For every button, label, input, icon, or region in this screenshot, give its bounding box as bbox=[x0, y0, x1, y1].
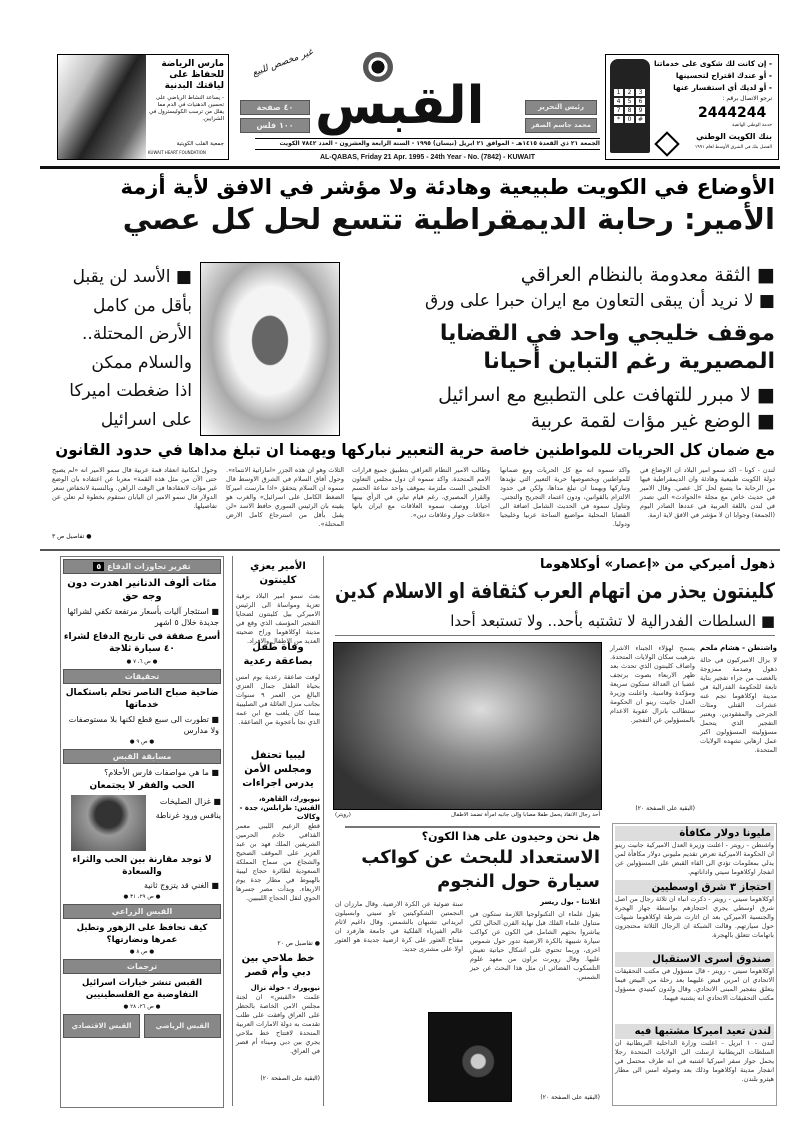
key: 2 bbox=[625, 89, 634, 96]
page-ref: ● ص ٦، ٧ ● bbox=[126, 659, 158, 665]
sidebar-bullet: ■ تطورت الى سبع قطع لكنها بلا مستوصفات ولا مدارس bbox=[65, 714, 219, 736]
sidebar-headline: لا توجد مقارنة بين الحب والثراء والسعادة bbox=[72, 855, 212, 877]
editor-name: محمد جاسم الصقر bbox=[525, 118, 597, 133]
sidebar-box-agriculture: القبس الزراعي bbox=[63, 904, 221, 919]
lead-column: الثلاث وهو ان هذه الجزر «اماراتية الانتماء». وحول آفاق السلام في الشرق الاوسط قال سموه ان السلام يتحقق «اذا مارست اميركا الضغط الكامل على اسرائيل» والغرب هو يقينه بان الرئيس السوري حافظ الاسد «لن يقبل بأقل من استرجاع كامل الارض المحتلة». bbox=[226, 466, 344, 528]
continued-ref: (البقية على الصفحة ٢٠) bbox=[540, 1094, 600, 1101]
brief-headline: وفاة طفل بصاعقة رعدية bbox=[243, 642, 313, 667]
ad-left-org: جمعية القلب الكويتية bbox=[176, 141, 224, 147]
english-date-line: AL-QABAS, Friday 21 Apr. 1995 - 24th Year - No. (7842) - KUWAIT bbox=[319, 154, 536, 161]
quote-line: الأرض المحتلة.. bbox=[82, 324, 192, 344]
page-ref: ● ص ٨ ● bbox=[129, 949, 155, 955]
sidebar-bullet: ■ الغني قد يتزوج ثانية bbox=[65, 880, 219, 891]
arabic-date-line: الجمعة ٢١ ذي القعدة ١٤١٥هـ - الموافق ٢١ ابريل (نيسان) ١٩٩٥ - السنة الرابعة والعشرون - العدد ٧٨٤٢ الكويت bbox=[255, 138, 600, 150]
middle-column bbox=[232, 556, 324, 1106]
sidebar-headline: القبس تنشر خيارات اسرائيل التفاوضية مع الفلسطينيين bbox=[81, 978, 203, 1000]
sidebar-headline: ضاحية صباح الناصر تحلم باستكمال خدماتها bbox=[65, 688, 219, 710]
clinton-bullet-rule bbox=[335, 635, 775, 636]
sidebar-headline: كيف تحافظ على الزهور وتطيل عمرها ونضارتها؟ bbox=[76, 923, 208, 945]
key: 8 bbox=[625, 107, 634, 114]
clinton-headline: كلينتون يحذر من اتهام العرب كثقافة او الاسلام كدين bbox=[335, 579, 775, 603]
lead-column: وطالب الامير النظام العراقي بتطبيق جميع قرارات الامم المتحدة. واكد سموه ان دول مجلس التعاون الخليجي الست ملتزمة بموقف واحد ساعة الحسم والقرار المصيري، رغم قيام تباين في الرأي بينها احيانا. ووصف سموه العلاقات مع ايران بانها «علاقات جوار وعلاقات دين». bbox=[352, 466, 490, 519]
lead-bullet: ■ الثقة معدومة بالنظام العراقي bbox=[348, 262, 775, 288]
not-for-sale-label: غير مخصص للبيع bbox=[251, 47, 315, 79]
space-headline: الاستعداد للبحث عن كواكب bbox=[361, 847, 600, 868]
quote-line: بأقل من كامل bbox=[92, 295, 192, 316]
brief-body: واشنطن - رويتر - اعلنت وزيرة العدل الاميركية جانيت رينو ان الحكومة الاميركية تعرض تقديم مليوني دولار مكافأة لمن يدلي بمعلومات تؤدي الى القاء القبض على المسؤولين عن انفجار اوكلاهوما سيتي واداناتهم. bbox=[615, 841, 774, 876]
ad-right-call: نرجو الاتصال برقم : bbox=[722, 95, 772, 102]
ad-right-bank: بنك الكويت الوطني bbox=[696, 132, 772, 141]
quote-line: ■ الأسد لن يقبل bbox=[72, 267, 192, 287]
runner-image bbox=[58, 55, 146, 159]
logo: القبس bbox=[315, 76, 485, 136]
space-byline: اتلانتا - بول ريسر bbox=[540, 898, 600, 906]
photo-caption: أحد رجال الانقاذ يحمل طفلا مصابا وإلى جانبه امرأة تضمد الاطفال bbox=[450, 812, 600, 818]
sidebar-box-sports: القبس الرياضي bbox=[144, 1014, 221, 1038]
quote-line: اذا ضغطت اميركا bbox=[69, 381, 192, 401]
pages-count: ٤٠ صفحة bbox=[240, 100, 310, 115]
brief-headline: خط ملاحي بين دبي وأم قصر bbox=[241, 953, 315, 978]
quote-line: على اسرائيل bbox=[100, 409, 192, 430]
sidebar-headline: الحب والفقر لا يجتمعان bbox=[89, 781, 195, 791]
brief-title: احتجاز ٣ شرق اوسطيين bbox=[615, 880, 774, 895]
box-label: تقرير تجاوزات الدفاع bbox=[107, 562, 191, 571]
brief-body: قطع الزعيم الليبي معمر القذافي خادم الحرمين الشريفين الملك فهد بن عبد العزيز على الموقف الصحيح والشجاع من سماح المملكة السعودية لطائرة حجاج ليبية بالهبوط في مطار جدة يوم الاربعاء. وبدأت مصر جسرها الجوي لنقل الحجاج الليبيين. bbox=[236, 822, 320, 902]
key: 7 bbox=[614, 107, 623, 114]
brief-title: صندوق أسرى الاستقبال bbox=[615, 952, 774, 967]
continued-ref: (البقية على الصفحة ٢٠) bbox=[635, 805, 695, 812]
clinton-byline: واشنطن - هشام ملحم bbox=[700, 644, 777, 652]
clinton-bullet: ■ السلطات الفدرالية لا تشتبه بأحد.. ولا تستبعد أحدا bbox=[335, 611, 775, 631]
key: 3 bbox=[636, 89, 645, 96]
sidebar-headline: أسرع صفقة في تاريخ الدفاع لشراء ٤٠ سيارة ثلاجة bbox=[63, 632, 221, 654]
section-divider bbox=[40, 549, 780, 551]
oklahoma-rescue-photo bbox=[333, 642, 602, 810]
ad-left-headline: مارس الرياضة للحفاظ على لياقتك البدنية bbox=[161, 59, 224, 91]
brief-byline: نيويورك، القاهرة، القبس: طرابلس، جدة - وكالات bbox=[239, 795, 320, 821]
brief-title: مليونا دولار مكافأة bbox=[615, 826, 774, 841]
brief-title: لندن تعيد اميركا مشتبها فيه bbox=[615, 1024, 774, 1039]
lead-details-ref: ● تفاصيل ص ٣ bbox=[52, 533, 92, 540]
key: # bbox=[637, 116, 644, 123]
key: * bbox=[614, 116, 623, 123]
ad-right-phone: 2444244 bbox=[698, 105, 767, 121]
key: 1 bbox=[614, 89, 623, 96]
ad-right-line: - إن كانت لك شكوى على خدماتنا bbox=[653, 59, 772, 68]
gulf-headline: المصيرية رغم التباين أحيانا bbox=[483, 349, 775, 374]
ad-right-line: - أو عندك اقتراح لتحسينها bbox=[675, 71, 772, 80]
gulf-headline: موقف خليجي واحد في القضايا bbox=[439, 321, 775, 346]
ad-left-org-en: KUWAIT HEART FOUNDATION bbox=[148, 150, 206, 155]
page-ref: ● ص ٢٩، ٣١ ● bbox=[123, 894, 161, 900]
garden-photo bbox=[71, 795, 146, 851]
ad-right-service: خدمة الوطني الهاتفية bbox=[732, 123, 772, 128]
brief-headline: ليبيا تحتفل ومجلس الأمن يدرس اجراءات bbox=[242, 750, 314, 789]
sidebar-headline: مئات ألوف الدنانير اهدرت دون وجه حق bbox=[67, 578, 217, 602]
lead-bullet: ■ لا نريد أن يبقى التعاون مع ايران حبرا على ورق bbox=[348, 288, 775, 314]
right-briefs bbox=[612, 823, 777, 1106]
lead-kicker: الأوضاع في الكويت طبيعية وهادئة ولا مؤشر في الافق لأية أزمة bbox=[120, 175, 775, 199]
box-number: ٥ bbox=[93, 562, 104, 571]
sidebar-box-economy: القبس الاقتصادي bbox=[63, 1014, 140, 1038]
sidebar-bullet: ■ استئجار آليات بأسعار مرتفعة تكفي لشرائها جديدة خلال ٥ اشهر bbox=[65, 606, 219, 628]
ad-left-body: - يساعد النشاط الرياضي على تحسين الدهنيات في الدم مما يقلل من ترسب الكوليسترول في الشرايين. bbox=[149, 95, 224, 122]
side-quote bbox=[50, 263, 192, 434]
sidebar-box-translations: ترجمات bbox=[63, 959, 221, 974]
details-ref: ● تفاصيل ص ٢٠ bbox=[277, 940, 320, 947]
key: 0 bbox=[625, 116, 634, 123]
page-ref: ● ص ٢٦، ٢٨ ● bbox=[123, 1004, 161, 1010]
key: 4 bbox=[614, 98, 623, 105]
ad-right-line: - أو لديك أي استفسار عنها bbox=[673, 83, 772, 92]
planets-image bbox=[428, 1012, 512, 1102]
photo-credit: (رويتر) bbox=[335, 812, 351, 818]
brief-body: لوفت صاعقة رعدية يوم امس بحياة الطفل جمال العنزي البالغ من العمر ٩ سنوات بجانب منزل العائلة في الصليبية بينما كان يلعب مع ابن عمه الذي نجا بأعجوبة من الصاعقة. bbox=[235, 673, 320, 726]
sidebar-bullet: ■ ما هي مواصفات فارس الأحلام؟ bbox=[65, 767, 219, 778]
space-headline: سيارة حول النجوم bbox=[437, 871, 600, 892]
clinton-kicker: ذهول أميركي من «إعصار» أوكلاهوما bbox=[540, 557, 775, 572]
lead-headline: الأمير: رحابة الديمقراطية تتسع لحل كل عصي bbox=[122, 202, 775, 236]
quote-line: والسلام ممكن bbox=[91, 352, 192, 373]
brief-body: علمت «القبس» ان لجنة مجلس الامن الخاصة بالحظر على العراق وافقت على طلب تقدمت به دولة الامارات العربية المتحدة لافتتاح خط ملاحي يجري بين دبي وميناء أم قصر في العراق. bbox=[236, 993, 320, 1055]
brief-body: اوكلاهوما سيتي - رويتر - قال مسؤول في مكتب التحقيقات الاتحادي ان امرين قبض عليهما بعد رحلة من البيض فيما يتعلق بتفجير المبنى الاتحادي. وقال ولدون كينيدي مسؤول مكتب التحقيقات الاتحادي انه يشتبه فيهما. bbox=[615, 967, 774, 1002]
sidebar-box-contest: مسابقة القبس bbox=[63, 749, 221, 764]
clinton-column: لا يزال الاميركيون في حالة ذهول وصدمة ممزوجة بالغضب من جراء تفجير بناية تابعة للحكومة الفدرالية في مدينة اوكلاهوما نجم عنه عشرات القتلى ومئات الجرحى والمفقودين. ويعتبر التفجير الذي يتحمل مسؤوليته المسؤولون اكبر عمل ارهابي تشهده الولايات المتحدة. bbox=[700, 656, 777, 754]
sidebar-bullet: ■ غزال الصليخات ينافس ورود غرناطة bbox=[146, 795, 221, 851]
price: ١٠٠ فلس bbox=[240, 118, 310, 133]
masthead-rule bbox=[40, 166, 780, 169]
nbk-ad bbox=[605, 54, 779, 160]
sidebar bbox=[60, 556, 224, 1108]
key: 9 bbox=[636, 107, 645, 114]
continued-ref: (البقية على الصفحة ٢٠) bbox=[260, 1075, 320, 1082]
brief-body: لندن - ١ ابريل - اعلنت وزارة الداخلية البريطانية ان السلطات البريطانية ارسلت الى الولايات المتحدة رجلا يحمل جواز سفر اميركيا اشتبه في انه طرف محتمل في انفجار مدينة اوكلاهوما وذلك بعد وصوله امس الى مطار هيثرو بلندن. bbox=[615, 1039, 774, 1083]
space-rule bbox=[345, 826, 600, 828]
space-column: سنة ضوئية عن الكرة الارضية. وقال مارزان ان النجمتين الشكوكيتين تاو سيتي وابسيلون ايريداني تشبهان بالشمس. وقال داغيم لاثام عالم الفيزياء الفلكية في جامعة هارفرد ان مفتاح العثور على كرة ارضية جديدة هو العثور اولا على مشترى جديد. bbox=[335, 900, 463, 953]
lead-column: وحول امكانية انعقاد قمة عربية قال سمو الامير انه «لم يصبح حتى الآن من مثل هذه القمة» معربا عن اعتقاده بان الوضع غير مؤات لانعقادها في الوقت الراهن. وبالنسبة لانخفاض سعر الدولار قال سمو الامير ان اليابان ستقوم بخطوة لم تعلن عن تفاصيلها. bbox=[52, 466, 217, 510]
brief-byline: نيويورك - خولة نزال bbox=[250, 984, 320, 992]
key: 5 bbox=[625, 98, 634, 105]
lead-bullet: ■ لا مبرر للتهافت على التطبيع مع اسرائيل bbox=[348, 382, 775, 408]
sidebar-box-defense bbox=[63, 559, 221, 574]
space-column: يقول علماء ان التكنولوجيا اللازمة ستكون في متناول علماء الفلك قبل نهاية القرن الحالي لكي يباشروا بحثهم الشامل في الكون عن كواكب سيارة شبيهة بالكرة الارضية تدور حول شموس اخرى، وربما تحتوي على اشكال حياتية تعيش عليها. وقال روبرت براون من معهد علوم التلسكوب الفضائي ان مثل هذا البحث عن حيز الشمس. bbox=[470, 910, 600, 981]
heart-foundation-ad bbox=[57, 54, 229, 160]
sidebar-box-investigations: تحقيقات bbox=[63, 669, 221, 684]
emir-portrait bbox=[200, 262, 340, 436]
lead-bullet: ■ الوضع غير مؤات لقمة عربية bbox=[348, 408, 775, 434]
camel-logo-icon bbox=[654, 131, 679, 156]
ad-right-tagline: الفضل بنك في الشرق الأوسط لعام ١٩٩١ bbox=[694, 145, 772, 150]
lead-bullets bbox=[348, 262, 775, 434]
masthead bbox=[55, 47, 780, 164]
brief-headline: الأمير يعزي كلينتون bbox=[250, 561, 306, 586]
lead-column: واكد سموه انه مع كل الحريات ومع ضمانها للمواطنين وبخصوصها حرية التعبير التي نؤيدها ونباركها ويهمنا ان تبلغ مداها، ولكن في حدود الالتزام بالقوانين، ودون اعتماد التجريح والتجني. وتناول سموه في الحديث الشامل اضافة الى القضايا المحلية مواضيع الساحة عربيا وخليجيا ودوليا. bbox=[500, 466, 630, 528]
page-ref: ● ص ٩ ● bbox=[129, 739, 155, 745]
lead-subhead: مع ضمان كل الحريات للمواطنين خاصة حرية التعبير نباركها ويهمنا ان تبلغ مداها في حدود القانون bbox=[55, 440, 776, 459]
brief-body: اوكلاهوما سيتي - رويتر - ذكرت انباء ان ثلاثة رجال من اصل شرق اوسطي يجري احتجازهم بواسطة جهاز الهجرة والجنسية الاميركي بعد ان اثارت شرطة اوكلاهوما شبهات حول سيارتهم. وقالت الشبكة ان الرجال الثلاثة محتجزون باتهامات تتعلق بالهجرة. bbox=[615, 895, 774, 939]
key: 6 bbox=[636, 98, 645, 105]
space-kicker: هل نحن وحيدون على هذا الكون؟ bbox=[421, 830, 600, 843]
editor-title: رئيس التحرير bbox=[525, 100, 597, 115]
phone-keypad bbox=[610, 59, 650, 153]
clinton-column: يسمح لهؤلاء الجبناء الاشرار بترهيب سكان الولايات المتحدة. واضاف كلينتون الذي تحدث بعد ظهر الاربعاء بصوت يرتجف غضبا ان العدالة ستكون سريعة ومؤكدة وقاسية. واعلنت وزيرة العدل جانيت رينو ان الحكومة ستطالب بانزال عقوبة الاعدام بالمسؤولين عن التفجير. bbox=[610, 644, 695, 724]
lead-column: لندن - كونا - اكد سمو امير البلاد ان الاوضاع في دولة الكويت طبيعية وهادئة وان الديمقراطية فيها من الرحابة ما يتسع لحل كل عصي. وقال الامير في حديث خاص مع مجلة «الحوادث» التي تصدر في لندن باللغة العربية في عددها الصادر اليوم (الجمعة) وجوابا ان لا مؤشر في الافق لاية ازمة. bbox=[640, 466, 775, 519]
brief-body: بعث سمو امير البلاد برقية تعزية ومواساة الى الرئيس الاميركي بيل كلينتون لضحايا التفجير المؤسف الذي وقع في مدينة اوكلاهوما وراح ضحيته العديد من الاطفال والافراد. bbox=[236, 592, 320, 645]
